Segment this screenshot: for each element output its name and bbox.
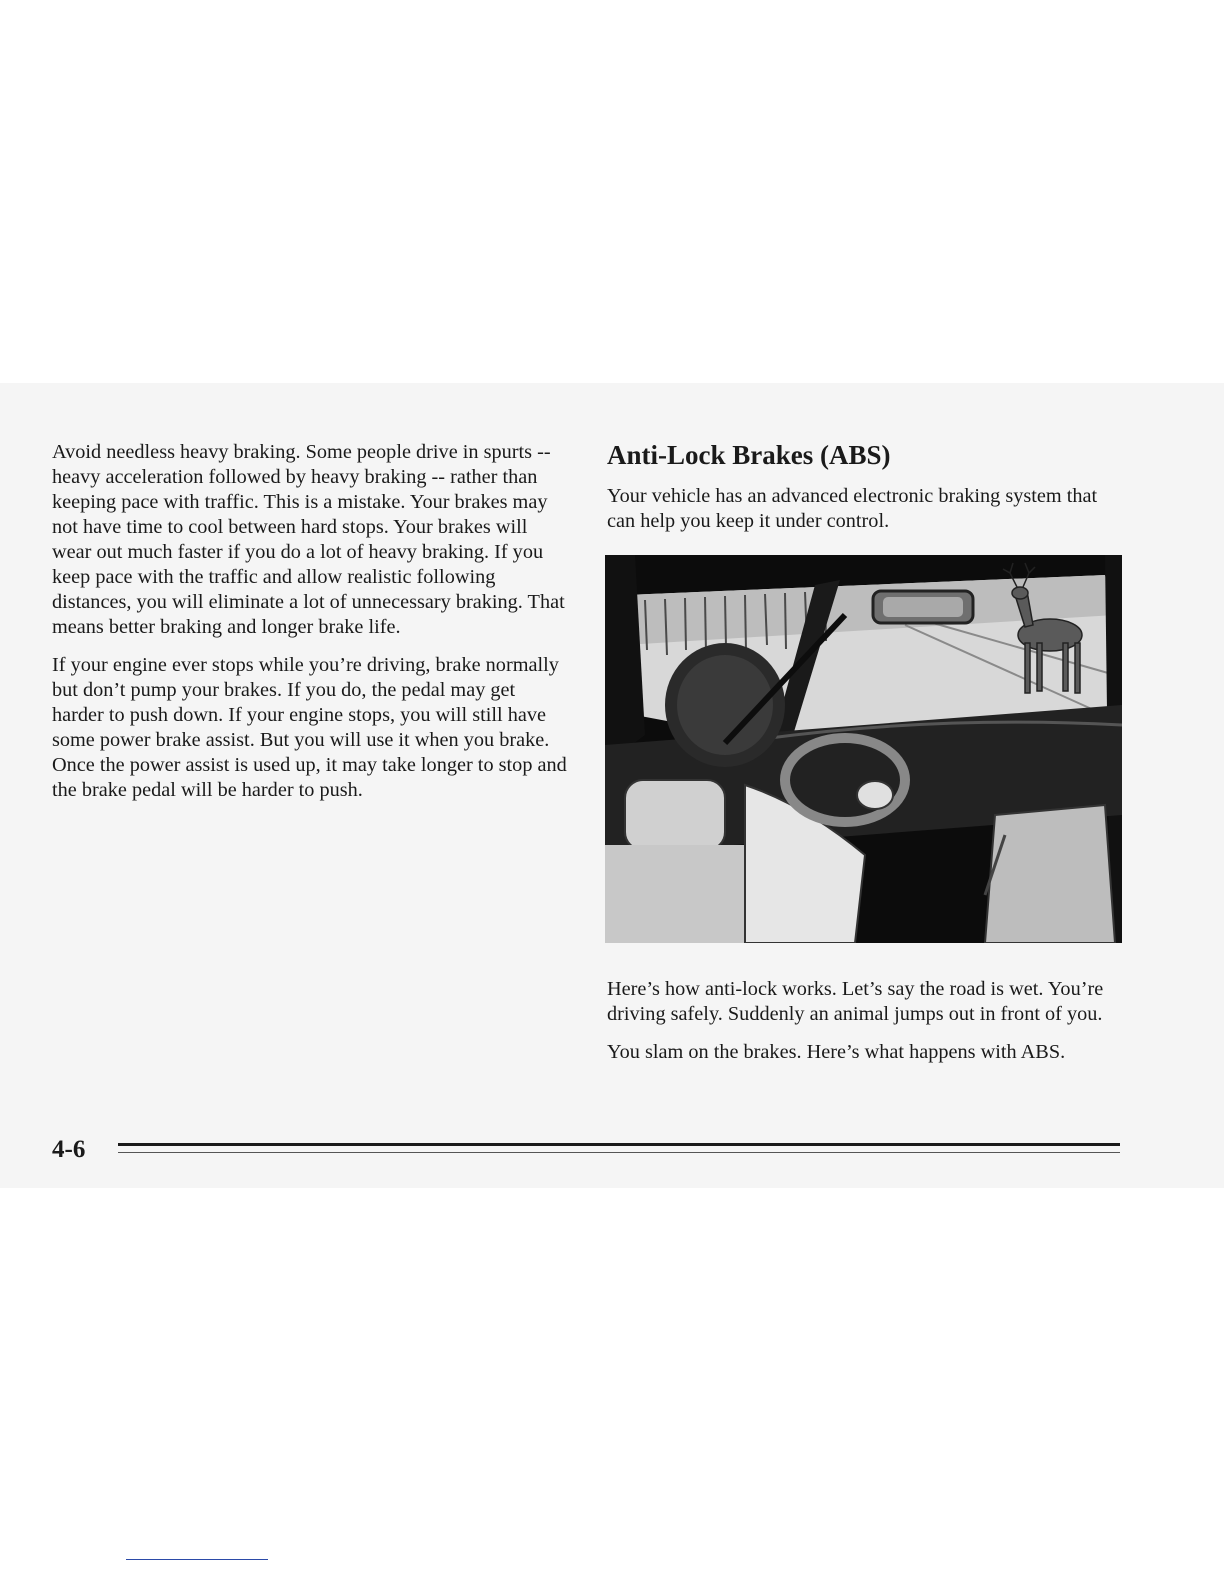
paragraph-abs-intro: Your vehicle has an advanced electronic braking system that can help you keep it under control. <box>607 485 1098 532</box>
paragraph-engine-stops: If your engine ever stops while you’re driving, brake normally but don’t pump your brakes. If you do, the pedal may get harder to push down. If your engine stops, you will still have some power brake assist. But you will use it when you brake. Once the power assist is used up, it may take longer to stop and the brake pedal will be harder to push. <box>52 654 567 801</box>
paragraph-how-abs-works: Here’s how anti-lock works. Let’s say the road is wet. You’re driving safely. Suddenly an animal jumps out in front of you. <box>607 978 1104 1025</box>
bottom-mark <box>126 1559 268 1560</box>
footer-rule-thin <box>118 1152 1120 1153</box>
paragraph-heavy-braking: Avoid needless heavy braking. Some people drive in spurts -- heavy acceleration followed by heavy braking -- rather than keeping pace with traffic. This is a mistake. Your brakes may not have time to cool between hard stops. Your brakes will wear out much faster if you do a lot of heavy braking. If you keep pace with the traffic and allow realistic following distances, you will eliminate a lot of unnecessary braking. That means better braking and longer brake life. <box>52 441 565 638</box>
right-column-lower <box>607 977 1127 1078</box>
section-heading: Anti-Lock Brakes (ABS) <box>607 440 891 470</box>
paragraph-slam-brakes: You slam on the brakes. Here’s what happens with ABS. <box>607 1041 1066 1063</box>
footer-rule <box>118 1143 1120 1146</box>
page-number: 4-6 <box>52 1136 86 1163</box>
left-column <box>52 440 567 816</box>
right-column <box>607 440 1127 547</box>
illustration-driver-deer <box>605 555 1122 943</box>
